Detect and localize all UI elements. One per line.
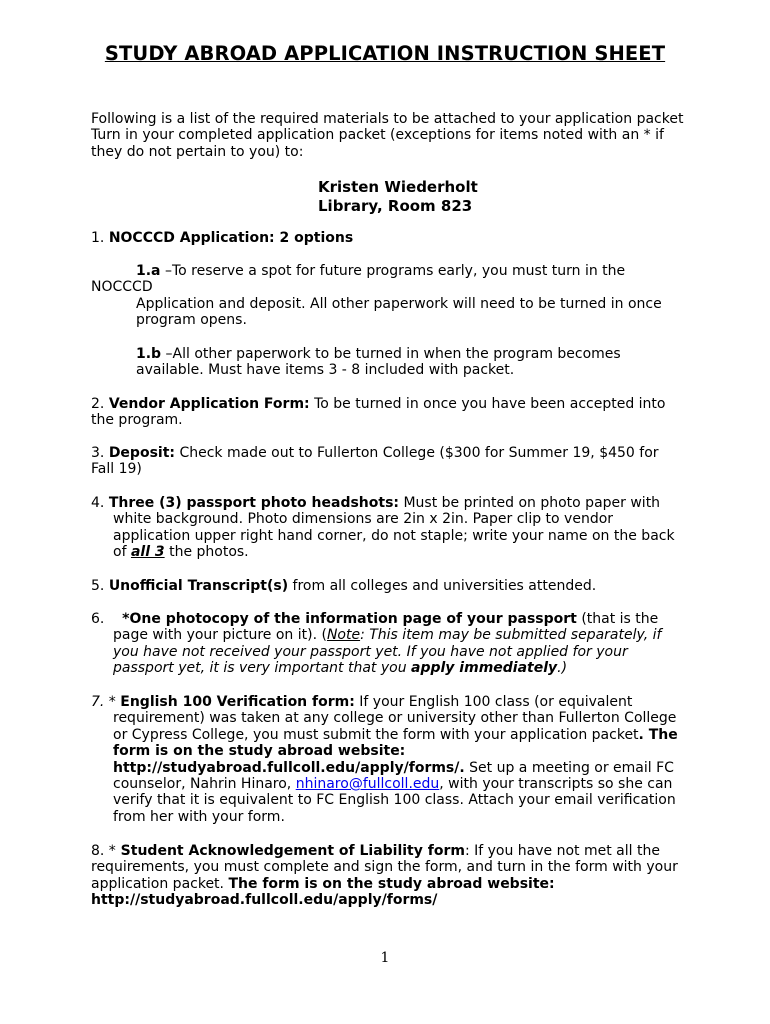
item-text: verify that it is equivalent to FC English 100 class. Attach your email verification xyxy=(113,792,676,809)
item-5 xyxy=(91,578,691,594)
item-text: : If you have not met all the xyxy=(464,843,660,859)
item-star: * xyxy=(104,694,121,710)
item-text: : This item may be submitted separately, if xyxy=(360,627,662,644)
email-link[interactable]: nhinaro@fullcoll.edu xyxy=(295,776,440,793)
item-text: the photos. xyxy=(164,544,249,561)
item-text: application packet. xyxy=(91,875,229,892)
item-text: The form is on the study abroad website: xyxy=(228,875,555,892)
item-text: white background. Photo dimensions are 2in x 2in. Paper clip to vendor xyxy=(113,511,614,528)
option-text: –All other paperwork to be turned in when the program becomes xyxy=(161,346,621,362)
item-number: 8. * xyxy=(91,843,116,859)
option-text: NOCCCD xyxy=(91,279,153,296)
emphasis-text: apply immediately xyxy=(411,660,558,677)
item-6 xyxy=(91,611,691,677)
intro-line: they do not pertain to you) to: xyxy=(91,143,304,160)
page-number: 1 xyxy=(380,950,390,966)
item-text: from all colleges and universities attended. xyxy=(288,578,597,594)
item-1a xyxy=(91,263,691,329)
item-heading: English 100 Verification form: xyxy=(120,694,355,710)
page-title: STUDY ABROAD APPLICATION INSTRUCTION SHEET xyxy=(104,42,666,65)
contact-location: Library, Room 823 xyxy=(318,197,473,215)
item-text: Fall 19) xyxy=(91,461,142,478)
item-3 xyxy=(91,445,691,478)
item-number: 4. xyxy=(91,495,105,511)
intro-line: Turn in your completed application packet (exceptions for items noted with an * if xyxy=(91,127,664,144)
note-label: Note xyxy=(326,627,361,644)
item-text: requirement) was taken at any college or university other than Fullerton College xyxy=(113,710,677,727)
contact-name: Kristen Wiederholt xyxy=(318,178,478,196)
item-text: page with your picture on it). ( xyxy=(113,627,327,644)
item-text: Check made out to Fullerton College ($300 for Summer 19, $450 for xyxy=(175,445,659,461)
forms-url: http://studyabroad.fullcoll.edu/apply/forms/ xyxy=(91,892,438,909)
item-2 xyxy=(91,396,691,429)
item-text: (that is the xyxy=(576,611,659,627)
intro-paragraph xyxy=(91,111,691,160)
option-text: Application and deposit. All other paperwork will need to be turned in once xyxy=(136,295,662,312)
option-label: 1.b xyxy=(136,346,162,362)
item-text: form is on the study abroad website: xyxy=(113,743,406,760)
option-text: available. Must have items 3 - 8 included with packet. xyxy=(136,362,515,379)
forms-url: http://studyabroad.fullcoll.edu/apply/forms/. xyxy=(113,759,465,776)
item-number: 7. xyxy=(91,694,105,710)
item-text: requirements, you must complete and sign the form, and turn in the form with your xyxy=(91,859,678,876)
item-8 xyxy=(91,843,691,909)
item-1b xyxy=(91,346,691,379)
item-text: you have not received your passport yet. If you have not applied for your xyxy=(113,643,628,660)
item-text: of xyxy=(113,544,131,561)
item-number: 5. xyxy=(91,578,105,594)
item-heading: Deposit: xyxy=(108,445,175,461)
item-text: passport yet, it is very important that you xyxy=(113,660,412,677)
item-text: To be turned in once you have been accepted into xyxy=(309,396,666,412)
option-text: –To reserve a spot for future programs early, you must turn in the xyxy=(160,263,626,279)
item-text: .) xyxy=(557,660,568,677)
item-text: or Cypress College, you must submit the form with your application packet xyxy=(113,726,639,743)
item-number: 1. xyxy=(91,230,105,246)
item-heading: Student Acknowledgement of Liability form xyxy=(115,843,465,859)
item-text: from her with your form. xyxy=(113,808,285,825)
option-label: 1.a xyxy=(136,263,161,279)
item-text: , with your transcripts so she can xyxy=(439,776,673,793)
item-text: counselor, Nahrin Hinaro, xyxy=(113,776,296,793)
item-heading: Unofficial Transcript(s) xyxy=(108,578,289,594)
item-4 xyxy=(91,495,691,561)
item-1 xyxy=(91,230,691,246)
item-7 xyxy=(91,694,691,825)
item-number: 2. xyxy=(91,396,105,412)
item-text: application upper right hand corner, do not staple; write your name on the back xyxy=(113,527,675,544)
emphasis-text: all 3 xyxy=(130,544,165,561)
item-number: 6. xyxy=(91,611,105,627)
item-heading: NOCCCD Application: 2 options xyxy=(108,230,354,246)
item-text: . The xyxy=(638,726,678,743)
item-number: 3. xyxy=(91,445,105,461)
item-heading: *One photocopy of the information page of your passport xyxy=(122,611,577,627)
item-text: Set up a meeting or email FC xyxy=(464,759,674,776)
item-text: the program. xyxy=(91,412,183,429)
item-text: Must be printed on photo paper with xyxy=(399,495,661,511)
option-text: program opens. xyxy=(136,312,247,329)
intro-line: Following is a list of the required materials to be attached to your application packet xyxy=(91,111,684,127)
item-heading: Three (3) passport photo headshots: xyxy=(108,495,400,511)
item-heading: Vendor Application Form: xyxy=(108,396,310,412)
item-text: If your English 100 class (or equivalent xyxy=(354,694,633,710)
contact-block xyxy=(318,178,478,216)
